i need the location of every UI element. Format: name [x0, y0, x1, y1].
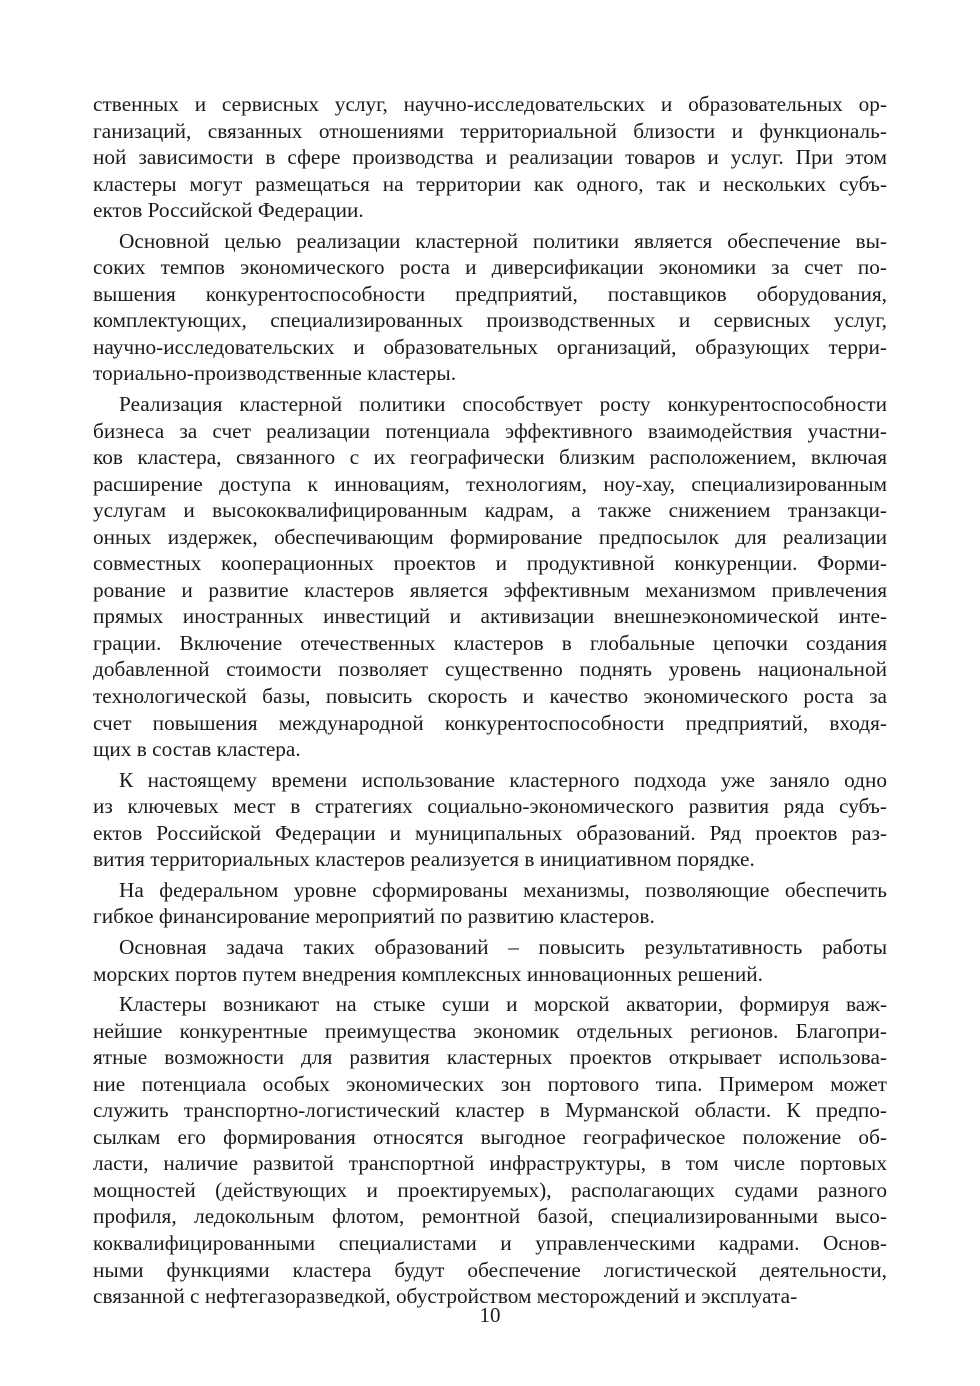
text-line: грации. Включение отечественных кластеров в глобальные цепочки создания: [93, 630, 887, 655]
text-line: ториально-производственные кластеры.: [93, 361, 457, 386]
text-line: ными функциями кластера будут обеспечение логистической деятельности,: [93, 1257, 887, 1282]
text-line: Реализация кластерной политики способствует росту конкурентоспособности: [119, 392, 887, 417]
text-line: мощностей (действующих и проектируемых), располагающих судами разного: [93, 1177, 887, 1202]
text-line: совместных кооперационных проектов и продуктивной конкуренции. Форми-: [93, 551, 887, 576]
text-line: вития территориальных кластеров реализуется в инициативном порядке.: [93, 847, 755, 872]
text-line: расширение доступа к инновациям, технологиям, ноу-хау, специализированным: [93, 471, 887, 496]
text-line: рование и развитие кластеров является эффективным механизмом привлечения: [93, 577, 887, 602]
text-line: соких темпов экономического роста и диверсификации экономики за счет по-: [93, 255, 887, 280]
text-line: из ключевых мест в стратегиях социально-экономического развития ряда субъ-: [93, 794, 887, 819]
paragraph: [93, 767, 887, 873]
paragraph: [93, 877, 887, 930]
body-text: [93, 91, 887, 1314]
text-line: ектов Российской Федерации и муниципальных образований. Ряд проектов раз-: [93, 820, 887, 845]
text-line: технологической базы, повысить скорость и качество экономического роста за: [93, 684, 887, 709]
text-line: К настоящему времени использование кластерного подхода уже заняло одно: [119, 767, 887, 792]
page-number: 10: [479, 1303, 501, 1327]
text-line: ласти, наличие развитой транспортной инфраструктуры, в том числе портовых: [93, 1151, 887, 1176]
text-line: онных издержек, обеспечивающим формирование предпосылок для реализации: [93, 524, 887, 549]
paragraph: [93, 934, 887, 987]
text-line: добавленной стоимости позволяет существенно поднять уровень национальной: [93, 657, 887, 682]
text-line: коквалифицированными специалистами и управленческими кадрами. Основ-: [93, 1230, 887, 1255]
text-line: ектов Российской Федерации.: [93, 198, 364, 223]
text-line: вышения конкурентоспособности предприятий, поставщиков оборудования,: [93, 281, 887, 306]
text-line: ние потенциала особых экономических зон портового типа. Примером может: [93, 1071, 887, 1096]
text-line: Кластеры возникают на стыке суши и морской акватории, формируя важ-: [119, 992, 887, 1017]
text-line: служить транспортно-логистический кластер в Мурманской области. К предпо-: [93, 1098, 887, 1123]
text-line: Основной целью реализации кластерной политики является обеспечение вы-: [119, 228, 887, 253]
text-line: профиля, ледокольным флотом, ремонтной базой, специализированными высо-: [93, 1204, 887, 1229]
text-line: щих в состав кластера.: [93, 737, 301, 762]
text-line: На федеральном уровне сформированы механизмы, позволяющие обеспечить: [119, 877, 887, 902]
text-line: нейшие конкурентные преимущества экономик отдельных регионов. Благопри-: [93, 1018, 887, 1043]
text-line: связанной с нефтегазоразведкой, обустройством месторождений и эксплуата-: [93, 1284, 798, 1309]
text-line: ков кластера, связанного с их географически близким расположением, включая: [93, 445, 887, 470]
text-line: сылкам его формирования относятся выгодное географическое положение об-: [93, 1124, 887, 1149]
paragraph: [93, 391, 887, 763]
text-line: ной зависимости в сфере производства и реализации товаров и услуг. При этом: [93, 145, 887, 170]
text-line: Основная задача таких образований – повысить результативность работы: [119, 934, 887, 959]
text-line: морских портов путем внедрения комплексных инновационных решений.: [93, 961, 763, 986]
text-line: кластеры могут размещаться на территории как одного, так и нескольких субъ-: [93, 171, 887, 196]
text-line: ственных и сервисных услуг, научно-исследовательских и образовательных ор-: [93, 92, 887, 116]
text-line: научно-исследовательских и образовательных организаций, образующих терри-: [93, 334, 887, 359]
text-line: счет повышения международной конкурентоспособности предприятий, входя-: [93, 710, 887, 735]
paragraph: [93, 91, 887, 224]
text-line: услугам и высококвалифицированным кадрам, а также снижением транзакци-: [93, 498, 887, 523]
text-line: ятные возможности для развития кластерных проектов открывает использова-: [93, 1045, 887, 1070]
text-line: ганизаций, связанных отношениями территориальной близости и функциональ-: [93, 118, 887, 143]
text-line: гибкое финансирование мероприятий по развитию кластеров.: [93, 904, 655, 929]
paragraph: [93, 991, 887, 1310]
text-line: комплектующих, специализированных производственных и сервисных услуг,: [93, 308, 887, 333]
text-line: бизнеса за счет реализации потенциала эффективного взаимодействия участни-: [93, 418, 887, 443]
text-line: прямых иностранных инвестиций и активизации внешнеэкономической инте-: [93, 604, 887, 629]
paragraph: [93, 228, 887, 387]
